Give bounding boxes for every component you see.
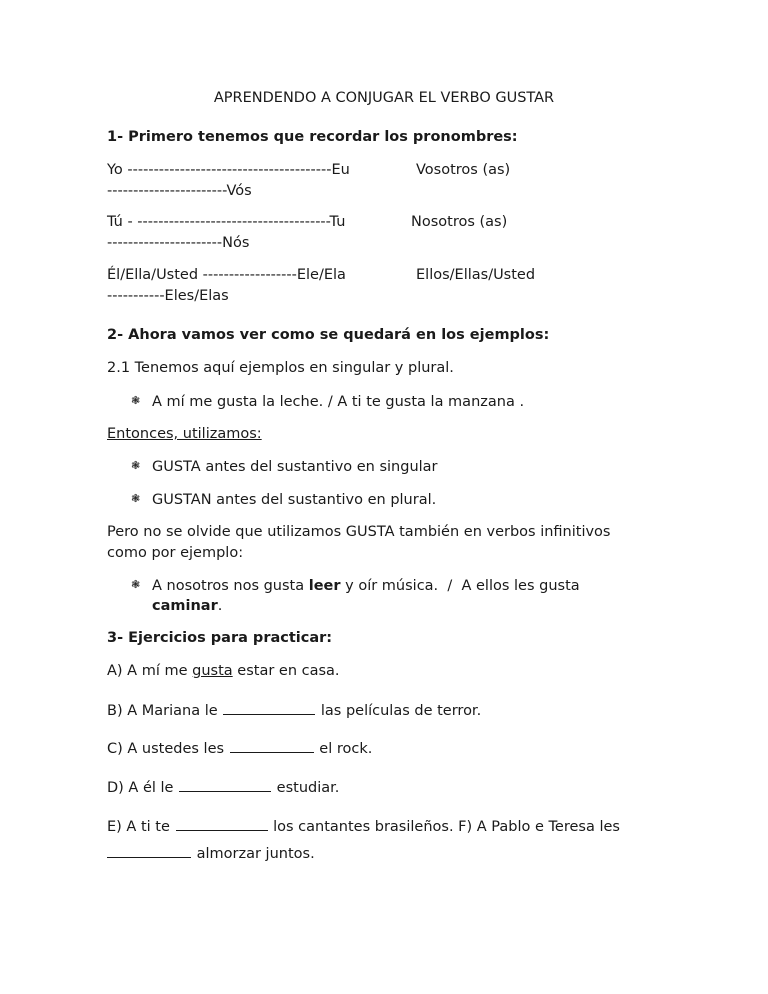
infinitive-example-line-1 <box>152 576 580 596</box>
exercise-a-answer: gusta <box>192 663 233 679</box>
bullet-icon: ❃ <box>131 394 141 407</box>
exercise-c <box>107 739 372 759</box>
exercise-f-blank[interactable] <box>107 844 191 858</box>
exercise-d-prefix: D) A él le <box>107 780 179 796</box>
entonces-label: Entonces, utilizamos: <box>107 426 262 442</box>
ex2-part-a: A nosotros nos gusta <box>152 578 309 594</box>
exercise-d-suffix: estudiar. <box>272 780 340 796</box>
example-sentence: A mí me gusta la leche. / A ti te gusta la manzana . <box>152 394 525 410</box>
exercise-d <box>107 778 339 798</box>
exercise-c-blank[interactable] <box>230 739 314 753</box>
pronoun-row-1-left: Yo ---------------------------------------Eu <box>107 162 350 178</box>
infinitive-example-line-2 <box>152 596 222 616</box>
pronoun-row-1-right: Vosotros (as) <box>416 162 511 178</box>
pronoun-row-2-left: Tú - -------------------------------------Tu <box>107 214 346 230</box>
ex2-period: . <box>217 598 223 614</box>
section2-heading: 2- Ahora vamos ver como se quedará en los ejemplos: <box>107 327 550 343</box>
exercise-c-suffix: el rock. <box>314 741 373 757</box>
pronoun-row-3-cont: -----------Eles/Elas <box>107 288 229 304</box>
exercise-a-prefix: A) A mí me <box>107 663 193 679</box>
exercise-a-suffix: estar en casa. <box>232 663 340 679</box>
exercise-f <box>107 844 315 864</box>
exercise-b <box>107 701 481 721</box>
exercise-c-prefix: C) A ustedes les <box>107 741 229 757</box>
exercise-d-blank[interactable] <box>179 778 271 792</box>
pronoun-row-3-left: Él/Ella/Usted ------------------Ele/Ela <box>107 267 346 283</box>
exercise-b-blank[interactable] <box>223 701 315 715</box>
pronoun-row-1-cont: -----------------------Vós <box>107 183 252 199</box>
exercise-e-suffix: los cantantes brasileños. F) A Pablo e Teresa les <box>268 819 620 835</box>
exercise-e-blank[interactable] <box>176 817 268 831</box>
exercise-b-prefix: B) A Mariana le <box>107 703 223 719</box>
pronoun-row-3-right: Ellos/Ellas/Usted <box>416 267 536 283</box>
section2-subheading: 2.1 Tenemos aquí ejemplos en singular y plural. <box>107 360 454 376</box>
exercise-a <box>107 661 340 681</box>
pronoun-row-2-cont: ----------------------Nós <box>107 235 250 251</box>
section1-heading: 1- Primero tenemos que recordar los pronombres: <box>107 129 518 145</box>
note-line-2: como por ejemplo: <box>107 545 244 561</box>
note-line-1: Pero no se olvide que utilizamos GUSTA también en verbos infinitivos <box>107 524 611 540</box>
rule-singular: GUSTA antes del sustantivo en singular <box>152 459 438 475</box>
exercise-e-prefix: E) A ti te <box>107 819 175 835</box>
bullet-icon: ❃ <box>131 459 141 472</box>
ex2-bold-leer: leer <box>308 578 341 594</box>
bullet-icon: ❃ <box>131 492 141 505</box>
exercise-f-suffix: almorzar juntos. <box>192 846 315 862</box>
pronoun-row-2-right: Nosotros (as) <box>411 214 508 230</box>
ex2-part-c: y oír música. / A ellos les gusta <box>340 578 580 594</box>
section3-heading: 3- Ejercicios para practicar: <box>107 630 333 646</box>
document-title: APRENDENDO A CONJUGAR EL VERBO GUSTAR <box>213 90 555 106</box>
rule-plural: GUSTAN antes del sustantivo en plural. <box>152 492 437 508</box>
ex2-bold-caminar: caminar <box>152 598 218 614</box>
bullet-icon: ❃ <box>131 578 141 591</box>
exercise-b-suffix: las películas de terror. <box>316 703 482 719</box>
exercise-e <box>107 817 620 837</box>
